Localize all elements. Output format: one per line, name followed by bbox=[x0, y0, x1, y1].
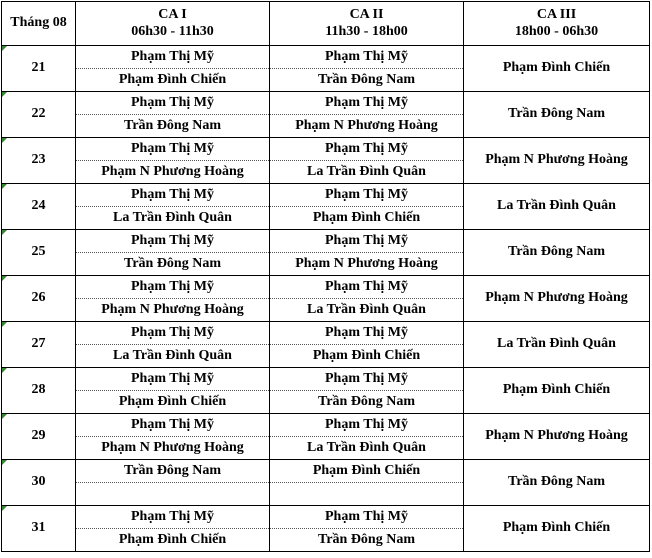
staff-name-secondary bbox=[270, 483, 463, 505]
shift-cell-ca3: La Trần Đình Quân bbox=[464, 184, 650, 230]
shift-cell-ca2 bbox=[270, 276, 464, 322]
shift-cell-ca1 bbox=[76, 138, 270, 184]
day-cell bbox=[2, 414, 76, 460]
shift-name: CA II bbox=[349, 7, 384, 23]
shift-cell-ca2 bbox=[270, 322, 464, 368]
staff-name-primary: Phạm Thị Mỹ bbox=[270, 414, 463, 437]
table-row bbox=[2, 506, 650, 552]
day-cell bbox=[2, 276, 76, 322]
corner-marker-icon bbox=[2, 322, 7, 327]
day-cell bbox=[2, 184, 76, 230]
shift-time: 11h30 - 18h00 bbox=[325, 23, 408, 39]
shift-cell-ca1 bbox=[76, 46, 270, 92]
shift-cell-ca2 bbox=[270, 92, 464, 138]
shift-cell-ca2 bbox=[270, 460, 464, 506]
shift-cell-ca2 bbox=[270, 184, 464, 230]
shift-cell-ca3: Phạm N Phương Hoàng bbox=[464, 276, 650, 322]
table-row bbox=[2, 184, 650, 230]
shift-cell-ca2 bbox=[270, 368, 464, 414]
shift-cell-ca1 bbox=[76, 276, 270, 322]
table-row bbox=[2, 276, 650, 322]
shift-cell-ca2 bbox=[270, 46, 464, 92]
staff-name-primary: Phạm Thị Mỹ bbox=[76, 184, 269, 207]
day-cell bbox=[2, 46, 76, 92]
corner-marker-icon bbox=[2, 230, 7, 235]
shift-header-ca1 bbox=[76, 2, 270, 46]
table-row bbox=[2, 92, 650, 138]
shift-cell-ca3: Trần Đông Nam bbox=[464, 92, 650, 138]
staff-name-primary: Phạm Thị Mỹ bbox=[76, 138, 269, 161]
day-number: 24 bbox=[31, 198, 46, 214]
day-cell bbox=[2, 368, 76, 414]
staff-name-primary: Phạm Thị Mỹ bbox=[76, 276, 269, 299]
corner-marker-icon bbox=[2, 184, 7, 189]
shift-cell-ca3: Phạm N Phương Hoàng bbox=[464, 414, 650, 460]
staff-name-secondary: Phạm Đình Chiến bbox=[118, 72, 227, 87]
shift-cell-ca1 bbox=[76, 322, 270, 368]
staff-name-primary: Phạm Thị Mỹ bbox=[270, 230, 463, 253]
day-cell bbox=[2, 138, 76, 184]
shift-cell-ca3: Trần Đông Nam bbox=[464, 460, 650, 506]
shift-cell-ca3: Phạm Đình Chiến bbox=[464, 46, 650, 92]
staff-name-secondary: La Trần Đình Quân bbox=[307, 302, 426, 317]
staff-name-primary: Phạm Thị Mỹ bbox=[76, 368, 269, 391]
staff-name-primary: Phạm Thị Mỹ bbox=[270, 368, 463, 391]
corner-marker-icon bbox=[2, 46, 7, 51]
table-row bbox=[2, 46, 650, 92]
staff-name-secondary: La Trần Đình Quân bbox=[113, 210, 232, 225]
staff-name-secondary: La Trần Đình Quân bbox=[113, 348, 232, 363]
staff-name-secondary: Phạm Đình Chiến bbox=[118, 394, 227, 409]
shift-cell-ca1 bbox=[76, 184, 270, 230]
day-cell bbox=[2, 460, 76, 506]
shift-header-ca2 bbox=[270, 2, 464, 46]
staff-name-primary: Phạm Thị Mỹ bbox=[270, 276, 463, 299]
shift-cell-ca1 bbox=[76, 230, 270, 276]
day-cell bbox=[2, 506, 76, 552]
staff-name-secondary: Phạm N Phương Hoàng bbox=[101, 302, 244, 317]
duty-roster-table bbox=[1, 1, 650, 552]
shift-header-ca3 bbox=[464, 2, 650, 46]
staff-name-secondary: Phạm Đình Chiến bbox=[312, 348, 421, 363]
shift-time: 18h00 - 06h30 bbox=[514, 23, 599, 39]
staff-name-primary: Phạm Thị Mỹ bbox=[76, 506, 269, 529]
shift-name: CA I bbox=[158, 7, 187, 23]
table-row bbox=[2, 368, 650, 414]
staff-name-primary: Phạm Thị Mỹ bbox=[270, 184, 463, 207]
day-number: 28 bbox=[31, 382, 46, 398]
day-cell bbox=[2, 230, 76, 276]
staff-name-secondary: Phạm N Phương Hoàng bbox=[295, 118, 438, 133]
day-number: 25 bbox=[31, 244, 46, 260]
corner-marker-icon bbox=[2, 92, 7, 97]
day-number: 27 bbox=[31, 336, 46, 352]
day-number: 29 bbox=[31, 428, 46, 444]
staff-name-secondary: La Trần Đình Quân bbox=[307, 440, 426, 455]
day-number: 23 bbox=[31, 152, 46, 168]
shift-time: 06h30 - 11h30 bbox=[131, 23, 214, 39]
staff-name-secondary: Phạm Đình Chiến bbox=[312, 210, 421, 225]
shift-cell-ca2 bbox=[270, 230, 464, 276]
day-number: 22 bbox=[31, 106, 46, 122]
corner-marker-icon bbox=[2, 276, 7, 281]
shift-cell-ca1 bbox=[76, 460, 270, 506]
shift-cell-ca1 bbox=[76, 92, 270, 138]
shift-cell-ca1 bbox=[76, 414, 270, 460]
corner-marker-icon bbox=[2, 460, 7, 465]
staff-name-primary: Phạm Thị Mỹ bbox=[270, 46, 463, 69]
staff-name-secondary: Trần Đông Nam bbox=[124, 118, 221, 133]
shift-cell-ca1 bbox=[76, 506, 270, 552]
shift-name: CA III bbox=[536, 7, 577, 23]
table-row bbox=[2, 414, 650, 460]
staff-name-secondary: Phạm N Phương Hoàng bbox=[295, 256, 438, 271]
staff-name-primary: Phạm Thị Mỹ bbox=[270, 92, 463, 115]
table-row bbox=[2, 322, 650, 368]
staff-name-primary: Phạm Thị Mỹ bbox=[270, 322, 463, 345]
staff-name-primary: Phạm Thị Mỹ bbox=[76, 322, 269, 345]
shift-cell-ca3: Phạm N Phương Hoàng bbox=[464, 138, 650, 184]
staff-name-primary: Phạm Thị Mỹ bbox=[76, 92, 269, 115]
shift-cell-ca2 bbox=[270, 506, 464, 552]
day-number: 26 bbox=[31, 290, 46, 306]
staff-name-secondary: Phạm N Phương Hoàng bbox=[101, 164, 244, 179]
staff-name-primary: Phạm Thị Mỹ bbox=[270, 506, 463, 529]
staff-name-primary: Phạm Thị Mỹ bbox=[270, 138, 463, 161]
staff-name-secondary: Trần Đông Nam bbox=[318, 532, 415, 547]
staff-name-secondary: Trần Đông Nam bbox=[124, 256, 221, 271]
staff-name-secondary: Phạm Đình Chiến bbox=[118, 532, 227, 547]
shift-cell-ca3: Phạm Đình Chiến bbox=[464, 506, 650, 552]
staff-name-primary: Phạm Thị Mỹ bbox=[76, 414, 269, 437]
shift-cell-ca3: Trần Đông Nam bbox=[464, 230, 650, 276]
shift-cell-ca2 bbox=[270, 414, 464, 460]
table-row bbox=[2, 460, 650, 506]
corner-marker-icon bbox=[2, 138, 7, 143]
shift-cell-ca3: Phạm Đình Chiến bbox=[464, 368, 650, 414]
staff-name-secondary bbox=[76, 483, 269, 505]
day-cell bbox=[2, 322, 76, 368]
staff-name-secondary: Phạm N Phương Hoàng bbox=[101, 440, 244, 455]
staff-name-primary: Phạm Thị Mỹ bbox=[76, 46, 269, 69]
corner-marker-icon bbox=[2, 368, 7, 373]
corner-marker-icon bbox=[2, 506, 7, 511]
staff-name-secondary: Trần Đông Nam bbox=[318, 394, 415, 409]
staff-name-primary: Phạm Đình Chiến bbox=[270, 460, 463, 483]
shift-cell-ca2 bbox=[270, 138, 464, 184]
day-number: 21 bbox=[31, 60, 46, 76]
corner-marker-icon bbox=[2, 414, 7, 419]
month-header: Tháng 08 bbox=[2, 2, 76, 46]
shift-cell-ca1 bbox=[76, 368, 270, 414]
table-row bbox=[2, 230, 650, 276]
staff-name-primary: Phạm Thị Mỹ bbox=[76, 230, 269, 253]
staff-name-primary: Trần Đông Nam bbox=[76, 460, 269, 483]
staff-name-secondary: La Trần Đình Quân bbox=[307, 164, 426, 179]
shift-cell-ca3: La Trần Đình Quân bbox=[464, 322, 650, 368]
header-row bbox=[2, 2, 650, 46]
day-number: 30 bbox=[31, 474, 46, 490]
staff-name-secondary: Trần Đông Nam bbox=[318, 72, 415, 87]
table-row bbox=[2, 138, 650, 184]
day-number: 31 bbox=[31, 520, 46, 536]
day-cell bbox=[2, 92, 76, 138]
